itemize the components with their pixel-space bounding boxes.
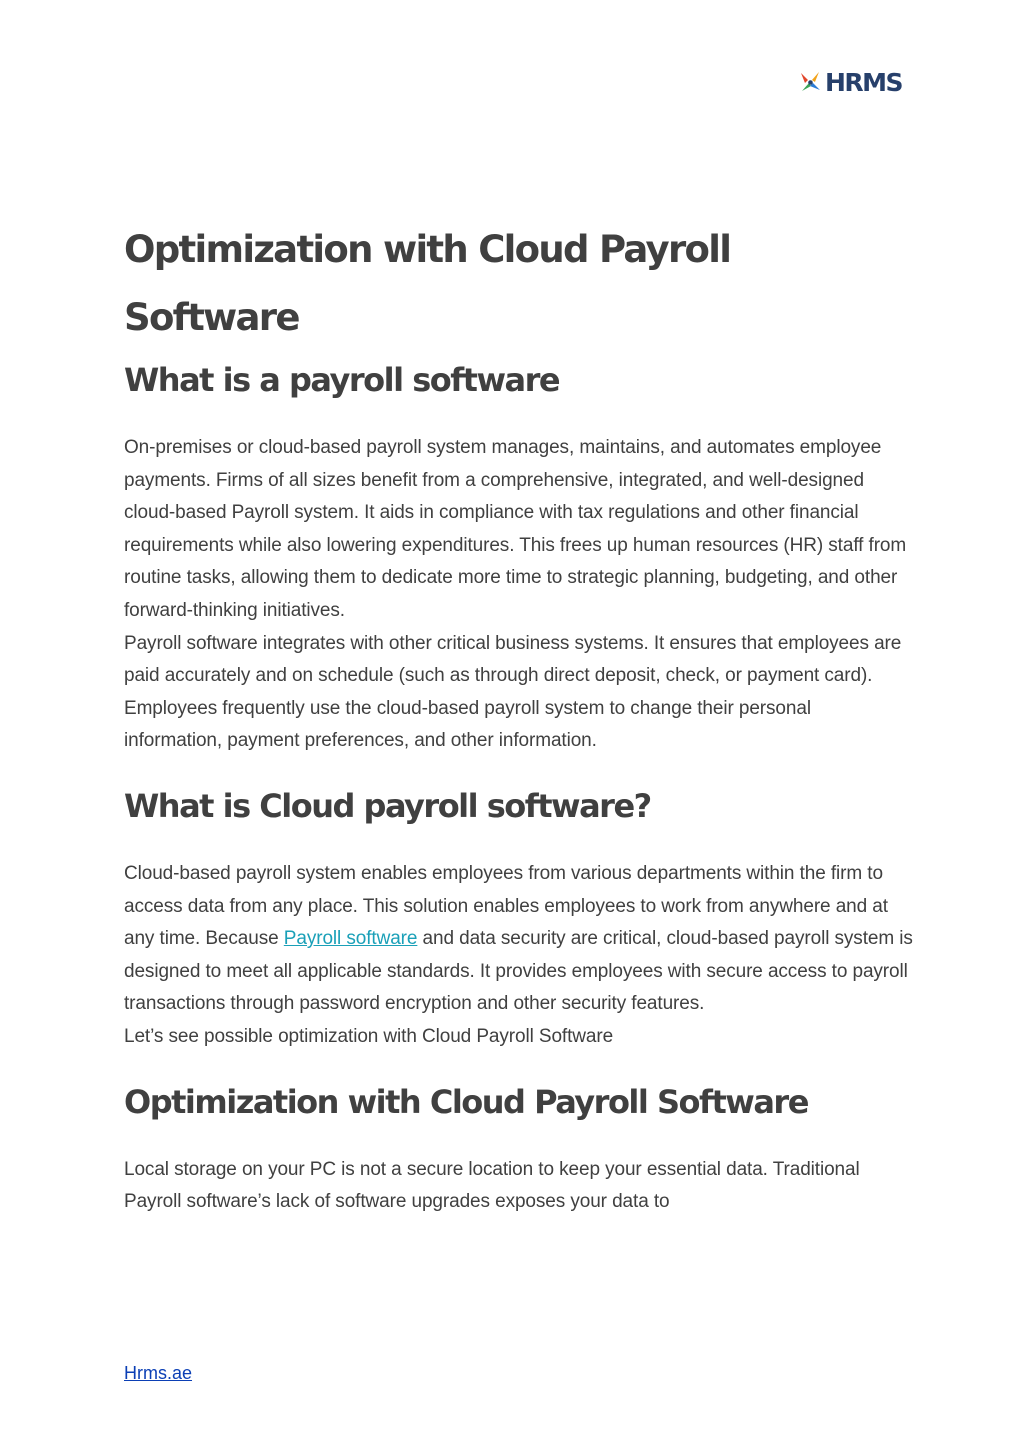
section-heading-payroll-software: What is a payroll software	[124, 361, 560, 399]
hrms-x-logo-icon	[798, 69, 824, 95]
payroll-software-link[interactable]: Payroll software	[283, 928, 418, 950]
footer-website-link[interactable]: Hrms.ae	[124, 1363, 193, 1383]
section-heading-cloud-payroll: What is Cloud payroll software?	[124, 786, 651, 825]
section-paragraph: Local storage on your PC is not a secure location to keep your essential data. Traditional Payroll software’s lack of software upgrades exposes your data to	[124, 1158, 860, 1213]
section-heading-optimization: Optimization with Cloud Payroll Software	[124, 1082, 808, 1121]
page-title: Optimization with Cloud Payroll Software	[124, 228, 731, 339]
section-paragraph: On-premises or cloud-based payroll system manages, maintains, and automates employee payments. Firms of all sizes benefit from a comprehensive, integrated, and well-designed cloud-based Payroll system. It aids in compliance with tax regulations and other financial requirements while also lowering expenditures. This frees up human resources (HR) staff from routine tasks, allowing them to dedicate more time to strategic planning, budgeting, and other forward-thinking initiatives.	[124, 437, 907, 621]
document-body	[124, 216, 914, 1219]
section-paragraph	[124, 858, 914, 1021]
paragraph-text: and data security are critical, cloud-based payroll system is designed to meet all applicable standards. It provides employees with secure access to payroll transactions through password encryption and other security features.	[124, 928, 913, 1015]
paragraph-text: Cloud-based payroll system enables employees from various departments within the firm to access data from any place. This solution enables employees to work from anywhere and at any time. Because	[124, 862, 888, 950]
logo-text: HRMS	[824, 67, 902, 97]
section-paragraph: Let’s see possible optimization with Cloud Payroll Software	[124, 1025, 614, 1047]
hrms-logo	[798, 66, 902, 98]
section-paragraph: Payroll software integrates with other critical business systems. It ensures that employees are paid accurately and on schedule (such as through direct deposit, check, or payment card). Employees frequently use the cloud-based payroll system to change their personal information, payment preferences, and other information.	[124, 632, 902, 752]
